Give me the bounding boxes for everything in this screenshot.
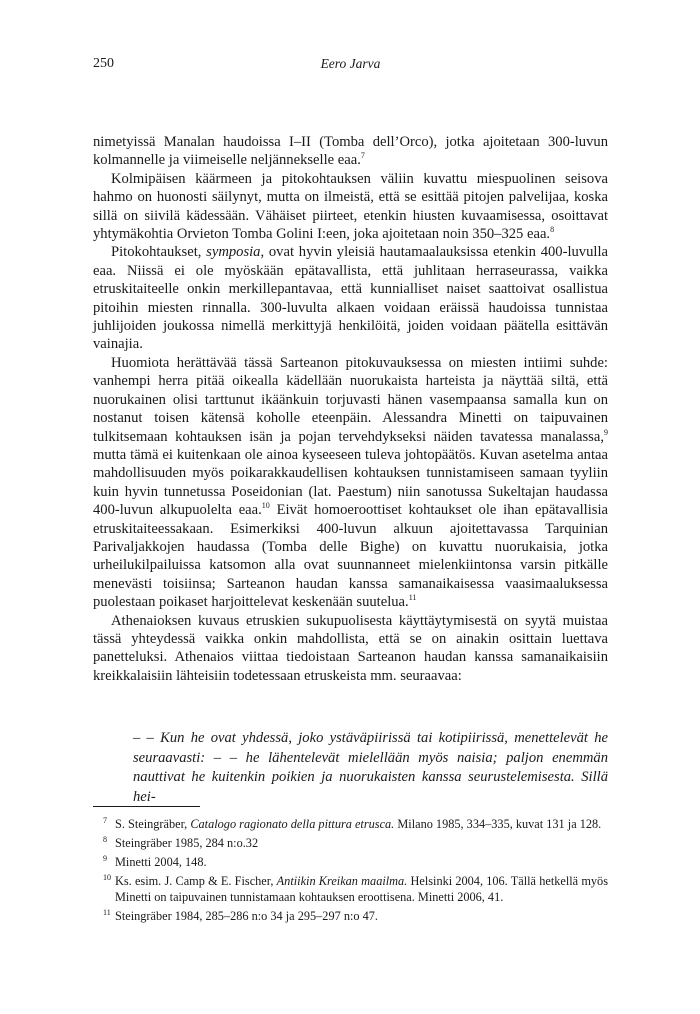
text-run: Eivät homoeroottiset kohtaukset ole ihan epätavallisia etruskitaiteessakaan. Esimerkiksi 400-luvun alkuun ajoitettavassa Tarquinian Parivaljakkojen haudassa (Tomba delle Bighe) on kuvattu nuorukaisia, jotka urheilukilpailuissa katsomon alla ovat suunnanneet mielenkiintonsa varsin pitkälle menevästi toisiinsa; Sarteanon haudan kanssa samanaikaisessa vaasimaaluksessa puolestaan poikaset harjoittelevat keskenään suutelua. [93, 502, 608, 611]
paragraph [93, 354, 608, 612]
text-run: Huomiota herättävää tässä Sarteanon pitokuvauksessa on miesten intiimi suhde: vanhempi herra pitää oikealla kädellään nuorukaista harteista ja näyttää siltä, että nuorukainen olisi tarttunut ikäänkuin torjuvasti hänen vasempaansa samalla kun on nostanut toisen kätensä koholle eteenpäin. Alessandra Minetti on taipuvainen tulkitsemaan kohtauksen isän ja pojan tervehdykseksi näiden tavatessa manalassa, [93, 354, 608, 445]
paragraph [93, 243, 608, 353]
footnote [93, 873, 608, 905]
footnote-ref: 8 [550, 225, 555, 235]
footnote [93, 816, 608, 832]
body-text [93, 133, 608, 685]
footnotes [93, 816, 608, 927]
text-run: Athenaioksen kuvaus etruskien sukupuolisesta käyttäytymisestä on syytä muistaa tässä yhteydessä vaikka onkin mahdollista, että se on ainakin osittain luettava panetteluksi. Athenaios viittaa tiedoistaan Sarteanon haudan kanssa samanaikaisiin kreikkalaisiin lähteisiin todetessaan etruskeista mm. seuraavaa: [93, 612, 608, 684]
text-run: , ovat hyvin yleisiä hautamaalauksissa etenkin 400-luvulla eaa. Niissä ei ole myöskään epätavallista, että juhlitaan herraseurassa, vaikka etruskitaiteelle onkin merkillepantavaa, että kunnialliset naiset saattoivat osallistua pitoihin miesten rinnalla. 300-luvulta alkaen voidaan eräissä haudoissa tunnistaa juhlijoiden joukossa nimellä merkittyjä henkilöitä, joiden voidaan päätella esittävän vainajia. [93, 244, 608, 353]
paragraph [93, 170, 608, 244]
page-header [93, 56, 608, 76]
text-run: Pitokohtaukset, [111, 244, 207, 261]
italic-text: Antiikin Kreikan maailma. [276, 874, 408, 888]
footnote-number: 9 [103, 854, 107, 863]
footnote-number: 11 [103, 908, 111, 917]
italic-text: Catalogo ragionato della pittura etrusca. [190, 817, 395, 831]
text-run: nimetyissä Manalan haudoissa I–II (Tomba dell’Orco), jotka ajoitetaan 300-luvun kolmannelle ja viimeiselle neljännekselle eaa. [93, 134, 608, 169]
footnote-number: 10 [103, 873, 111, 882]
footnote [93, 835, 608, 851]
text-run: Helsinki 2004, 106. Tällä hetkellä myös Minetti on taipuvainen tunnistamaan kohtauksen eroottisena. Minetti 2006, 41. [115, 874, 608, 904]
text-run: Minetti 2004, 148. [115, 855, 207, 869]
text-run: S. Steingräber, [115, 817, 191, 831]
footnote-ref: 11 [408, 593, 417, 603]
footnote [93, 908, 608, 924]
footnote-ref: 7 [360, 151, 365, 161]
footnote [93, 854, 608, 870]
text-run: Milano 1985, 334–335, kuvat 131 ja 128. [394, 817, 602, 831]
footnote-separator [93, 806, 200, 807]
text-run: Ks. esim. J. Camp & E. Fischer, [115, 874, 277, 888]
page-number: 250 [93, 56, 114, 71]
block-quote [133, 729, 608, 807]
footnote-ref: 10 [261, 501, 270, 511]
footnote-number: 8 [103, 835, 107, 844]
paragraph [93, 612, 608, 686]
text-run: Steingräber 1984, 285–286 n:o 34 ja 295–297 n:o 47. [115, 909, 378, 923]
text-run: Steingräber 1985, 284 n:o.32 [115, 836, 259, 850]
italic-text: symposia [206, 244, 261, 261]
quote-text: – – Kun he ovat yhdessä, joko ystäväpiirissä tai kotipiirissä, menettelevät he seuraavasti: – – he lähentelevät mielellään myös naisia; paljon enemmän nauttivat he kuitenkin poikien ja nuorukaisten kanssa seurustelemisesta. Sillä hei- [133, 730, 608, 805]
footnote-ref: 9 [604, 427, 608, 437]
footnote-number: 7 [103, 816, 107, 825]
text-run: Kolmipäisen käärmeen ja pitokohtauksen väliin kuvattu miespuolinen seisova hahmo on huonosti säilynyt, mutta on ilmeistä, että se esittää pitojen palvelijaa, koska sillä on siivilä kädessään. Vähäiset piirteet, etenkin hiusten kuvaamisessa, osoittavat yhtymäkohtia Orvieton Tomba Golini I:een, joka ajoitetaan noin 350–325 eaa. [93, 170, 608, 243]
text-run: mutta tämä ei kuitenkaan ole ainoa kyseeseen tuleva johtopäätös. Kuvan asetelma antaa mahdollisuuden myös poikarakkaudellisen kohtauksen tunnistamiseen samaan tyyliin kuin hyvin tunnetussa Poseidonian (lat. Paestum) niin sanotussa Sukeltajan haudassa 400-luvun alkupuolelta eaa. [93, 446, 608, 519]
running-head: Eero Jarva [320, 56, 381, 71]
paragraph [93, 133, 608, 170]
